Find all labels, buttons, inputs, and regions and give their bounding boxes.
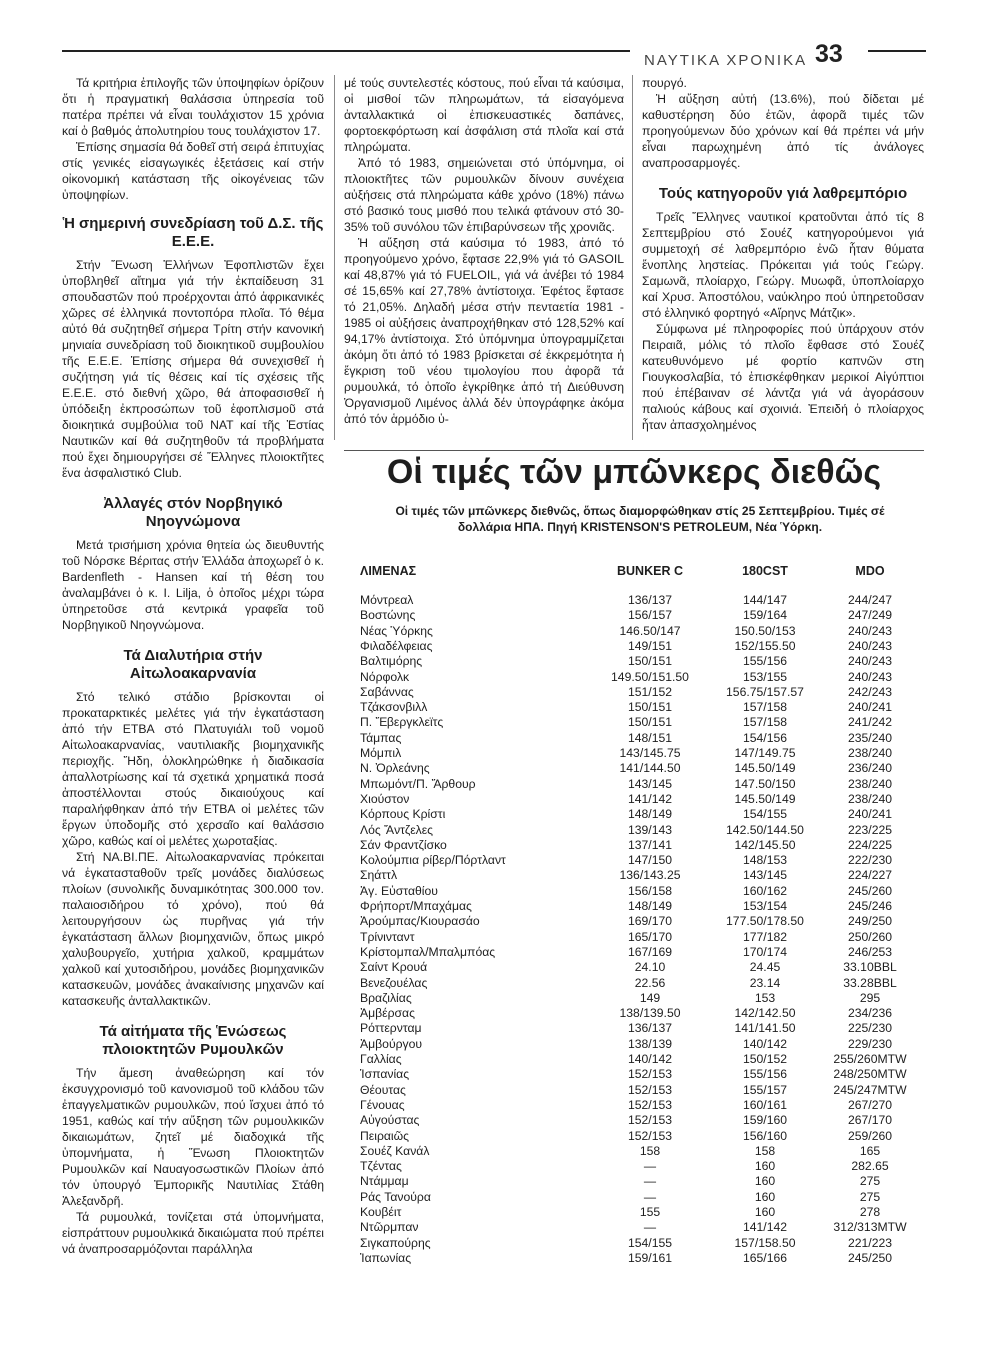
port-name: Λός Ἄντζελες (360, 822, 434, 837)
table-row (360, 1114, 924, 1127)
table-row (360, 609, 924, 622)
table-row (360, 793, 924, 806)
port-name: Μόντρεαλ (360, 593, 414, 607)
page-number: 33 (815, 40, 843, 68)
bunker-table-title: Οἱ τιμές τῶν μπῶνκερς διεθῶς (386, 453, 882, 491)
table-row (360, 869, 924, 882)
bunker-c-price: 138/139.50 (619, 1006, 681, 1021)
header-port: ΛΙΜΕΝΑΣ (360, 564, 417, 578)
table-row (360, 1022, 924, 1035)
table-top-rule (344, 450, 924, 451)
port-name: Βενεζουέλας (360, 975, 428, 990)
port-name: Ἀρούμπας/Κιουρασάο (360, 914, 480, 929)
port-name: Σιγκαπούρης (360, 1235, 431, 1250)
port-name: Τζάκσονβιλλ (360, 700, 428, 715)
mdo-price: 240/241 (847, 807, 893, 822)
intro-paragraph: Ἐπίσης σημασία θά δοθεῖ στή σειρά ἐπιτυχίας στίς γενικές εἰσαγωγικές ἐξετάσεις καί στήν οἰκονομική κατάσταση τῆς οἰκογένειας τῶν ὑποψηφίων. (62, 140, 324, 202)
mdo-price: 244/247 (847, 593, 893, 607)
table-row (360, 686, 924, 699)
table-row (360, 640, 924, 653)
mdo-price: 238/240 (847, 791, 893, 806)
bunker-c-price: 152/153 (627, 1097, 673, 1112)
table-row (360, 1068, 924, 1081)
cst-price: 158 (754, 1143, 776, 1158)
cst-price: 152/155.50 (734, 638, 796, 653)
bunker-c-price: 148/149 (627, 899, 673, 913)
port-name: Σάν Φραντζίσκο (360, 837, 447, 852)
section-heading: Τούς κατηγοροῦν γιά λαθρεμπόριο (658, 185, 908, 202)
table-row (360, 1191, 924, 1204)
cst-price: 160/161 (742, 1097, 788, 1112)
mdo-price: 240/241 (847, 700, 893, 715)
mdo-price: 234/236 (847, 1006, 893, 1021)
column-divider-1 (334, 75, 335, 440)
port-name: Ἰαπωνίας (360, 1250, 412, 1265)
mdo-price: 245/250 (847, 1250, 893, 1265)
table-row (360, 1221, 924, 1234)
column-1 (62, 75, 324, 1257)
column-3 (642, 75, 924, 433)
table-row (360, 992, 924, 1005)
cst-price: 155/157 (742, 1082, 788, 1097)
table-row (360, 808, 924, 821)
port-name: Σαβάννας (360, 684, 414, 699)
header-mdo: MDO (855, 564, 885, 578)
mdo-price: 240/243 (847, 669, 893, 684)
port-name: Ρόττερνταμ (360, 1021, 422, 1036)
cst-price: 144/147 (742, 593, 788, 607)
bunker-c-price: 154/155 (627, 1235, 673, 1250)
cst-price: 147/149.75 (734, 746, 796, 760)
port-name: Π. Ἔβεργκλεϊτς (360, 715, 444, 730)
bunker-c-price: — (643, 1220, 657, 1235)
cst-price: 157/158.50 (734, 1235, 796, 1250)
header-rule-left (62, 50, 630, 52)
table-row (360, 961, 924, 974)
bunker-c-price: 150/151 (627, 654, 673, 669)
port-name: Βαλτιμόρης (360, 654, 423, 669)
table-row (360, 1038, 924, 1051)
article-paragraph: Ἡ αὔξηση στά καύσιμα τό 1983, ἀπό τό προηγούμενο χρόνο, ἔφτασε 22,9% γιά τό GASOIL καί 48,87% γιά τό FUELOIL, γιά νά ἀνέβει τό 1984 σέ 15,65% καί 27,78% ἀντίστοιχα. Ἐφέτος ἔφτασε τό 21,05%. Δηλαδή μέσα στήν πενταετία 1981 - 1985 οἱ αὐξήσεις ἀναπροχήθηκαν στό 128,52% καί 94,17% ἀντίστοιχα. Στό ὑπόμνημα ὑπογραμμίζεται ἀκόμη ὅτι ἀπό τό 1983 βρίσκεται σέ ἐκκρεμότητα ἡ ἔγκριση τοῦ νέου τιμολογίου που ἀφορᾶ τά ρυμουλκά, τό ὁποῖο ἐγκρίθηκε ἀπό τή Διεύθυνση Ὀργανισμοῦ Λιμένος ἀλλά δέν ὑπογράφηκε ἀκόμα ἀπό τόν ἁρμόδιο ὑ- (344, 236, 624, 426)
table-row (360, 778, 924, 791)
bunker-c-price: 152/153 (627, 1128, 673, 1143)
cst-price: 24.45 (749, 960, 781, 975)
article-paragraph: Σύμφωνα μέ πληροφορίες πού ὑπάρχουν στόν Πειραιᾶ, μόλις τό πλοῖο ἔφθασε στό Σουέζ κατευθυνόμενο μέ φορτίο καπνῶν στη Γιουγκοσλαβία, τό ἐπισκέφθηκαν μερικοί Αἰγύπτιοι πού ἐπέβαιναν σέ λάντζα γιά νά ἀγοράσουν παλιούς κάβους καί σχοινιά. Ἐπειδή ὁ πλοίαρχος ἦταν ἀπασχολημένος (642, 322, 924, 432)
bunker-table-subtitle: Οἱ τιμές τῶν μπῶνκερς διεθνῶς, ὅπως διαμορφώθηκαν στίς 25 Σεπτεμβρίου. Τιμές σέ δολλάρια ΗΠΑ. Πηγή KRISTENSON'S PETROLEUM, Νέα Ὑόρκη. (395, 504, 885, 534)
bunker-c-price: 151/152 (627, 684, 673, 699)
cst-price: 150/152 (742, 1052, 788, 1066)
mdo-price: 295 (859, 990, 881, 1005)
article-paragraph: μέ τούς συντελεστές κόστους, πού εἶναι τά καύσιμα, οἱ μισθοί τῶν πληρωμάτων, τά εἰσαγόμενα ἀνταλλακτικά οἱ ἐπισκευαστικές δαπάνες, φορτοεκφόρτωση καί ἀσφάλιση στά πλοῖα καί στά πληρώματα. (344, 76, 624, 154)
table-row (360, 1252, 924, 1265)
port-name: Σαίντ Κρουά (360, 960, 428, 975)
table-row (360, 1084, 924, 1097)
bunker-c-price: 169/170 (627, 914, 673, 929)
port-name: Τζέντας (360, 1159, 402, 1174)
mdo-price: 267/170 (847, 1113, 893, 1128)
table-row (360, 747, 924, 760)
mdo-price: 33.28BBL (843, 975, 897, 990)
table-row (360, 625, 924, 638)
bunker-c-price: 136/143.25 (619, 868, 681, 883)
bunker-c-price: 24.10 (634, 960, 666, 975)
port-name: Μόμπιλ (360, 746, 402, 760)
cst-price: 142.50/144.50 (726, 822, 804, 837)
port-name: Θέουτας (360, 1082, 406, 1097)
port-name: Ἀμβούργου (360, 1036, 423, 1051)
bunker-c-price: 167/169 (627, 944, 673, 959)
publication-name: ΝΑΥΤΙΚΑ ΧΡΟΝΙΚΑ (644, 52, 808, 69)
bunker-c-price: 156/158 (627, 883, 673, 898)
port-name: Αὐγούστας (360, 1113, 420, 1128)
mdo-price: 275 (859, 1174, 881, 1189)
bunker-c-price: 152/153 (627, 1082, 673, 1097)
port-name: Σουέζ Κανάλ (360, 1143, 430, 1158)
mdo-price: 250/260 (847, 929, 893, 944)
port-name: Νέας Ὑόρκης (360, 623, 433, 638)
table-row (360, 1053, 924, 1066)
article-paragraph: Ἡ αὔξηση αὐτή (13.6%), πού δίδεται μέ καθυστέρηση δύο ἐτῶν, ἀφορᾶ τιμές τῶν προηγούμενων δύο χρόνων καί θά πρέπει νά μήν εἶναι παρωχημένη ἀπό τίς ἀνάλογες αναπροσαρμογές. (642, 92, 924, 170)
mdo-price: 165 (859, 1143, 881, 1158)
bunker-c-price: 149.50/151.50 (611, 669, 689, 684)
table-row (360, 762, 924, 775)
bunker-c-price: 158 (639, 1143, 661, 1158)
cst-price: 157/158 (742, 700, 788, 715)
port-name: Χιούστον (360, 791, 410, 806)
port-name: Βοστώνης (360, 608, 416, 623)
port-name: Κόρπους Κρίστι (360, 807, 446, 822)
table-row (360, 1160, 924, 1173)
mdo-price: 235/240 (847, 730, 893, 745)
port-name: Ν. Ὀρλεάνης (360, 761, 430, 776)
cst-price: 156/160 (742, 1128, 788, 1143)
table-row (360, 716, 924, 729)
port-name: Νόρφολκ (360, 669, 410, 684)
bunker-c-price: 136/137 (627, 1021, 673, 1036)
section-heading: Τά αἰτήματα τῆς Ἑνώσεως πλοιοκτητῶν Ρυμουλκῶν (99, 1023, 287, 1058)
port-name: Ράς Τανούρα (360, 1189, 431, 1204)
bunker-c-price: 146.50/147 (619, 623, 681, 638)
bunker-c-price: 138/139 (627, 1036, 673, 1051)
mdo-price: 267/270 (847, 1097, 893, 1112)
header-bunker-c: BUNKER C (617, 564, 683, 578)
bunker-c-price: 155 (639, 1205, 661, 1219)
mdo-price: 242/243 (847, 684, 893, 699)
table-row (360, 885, 924, 898)
bunker-c-price: 140/142 (627, 1052, 673, 1066)
port-name: Ἱσπανίας (360, 1067, 410, 1082)
mdo-price: 259/260 (847, 1128, 893, 1143)
port-name: Πειραιῶς (360, 1128, 410, 1143)
table-row (360, 594, 924, 607)
table-row (360, 854, 924, 867)
bunker-c-price: 149/151 (627, 638, 673, 653)
cst-price: 154/155 (742, 807, 788, 822)
cst-price: 160 (754, 1159, 776, 1174)
bunker-c-price: — (643, 1189, 657, 1204)
port-name: Φιλαδέλφειας (360, 638, 433, 653)
port-name: Μπωμόντ/Π. Ἄρθουρ (360, 776, 476, 791)
mdo-price: 255/260MTW (833, 1052, 907, 1066)
header-rule-right (868, 50, 926, 52)
cst-price: 147.50/150 (734, 776, 796, 791)
port-name: Κουβέιτ (360, 1205, 402, 1219)
bunker-c-price: 143/145.75 (619, 746, 681, 760)
port-name: Τρίνινταντ (360, 929, 415, 944)
mdo-price: 225/230 (847, 1021, 893, 1036)
mdo-price: 236/240 (847, 761, 893, 776)
intro-paragraph: Τά κριτήρια ἐπιλογῆς τῶν ὑποψηφίων ὁρίζουν ὅτι ἡ πραγματική θαλάσσια ὑπηρεσία τοῦ πατέρα πρέπει νά εἶναι τουλάχιστον 15 χρόνια καί ὁ βαθμός ἀπολυτηρίου τους τουλάχιστον 17. (62, 76, 324, 138)
table-row (360, 1007, 924, 1020)
bunker-c-price: 22.56 (634, 975, 666, 990)
cst-price: 159/164 (742, 608, 788, 623)
port-name: Ντῶρμπαν (360, 1220, 419, 1235)
cst-price: 160 (754, 1174, 776, 1189)
article-paragraph: Στή ΝΑ.ΒΙ.ΠΕ. Αἰτωλοακαρνανίας πρόκειται νά ἐγκατασταθοῦν τρεῖς μονάδες διαλύσεως πλοίων (συνολικῆς δυναμικότητας 300.000 τον. παλαιοσιδήρου τό χρόνο), πού θά λειτουργήσουν ὡς πυρῆνας γιά τήν ἐγκατάσταση ἄλλων βιομηχανιῶν, ὅπως μικρό χαλυβουργεῖο, χυτήρια χαλκοῦ, κραμμάτων χαλκοῦ καί χυτοσιδήρου, μονάδες βιομηχανικῶν κατασκευῶν, μονάδες ἀνακαίνισης μηχανῶν καί κατασκευῆς ἀνταλλακτικῶν. (62, 850, 324, 1008)
table-row (360, 839, 924, 852)
cst-price: 153 (754, 990, 776, 1005)
cst-price: 145.50/149 (734, 791, 796, 806)
mdo-price: 238/240 (847, 776, 893, 791)
mdo-price: 238/240 (847, 746, 893, 760)
port-name: Ἀμβέρσας (360, 1006, 415, 1021)
bunker-c-price: 136/137 (627, 593, 673, 607)
bunker-c-price: — (643, 1174, 657, 1189)
table-row (360, 1237, 924, 1250)
cst-price: 23.14 (749, 975, 781, 990)
table-row (360, 671, 924, 684)
port-name: Τάμπας (360, 730, 402, 745)
table-row (360, 701, 924, 714)
article-paragraph: Ἀπό τό 1983, σημειώνεται στό ὑπόμνημα, οἱ πλοιοκτῆτες τῶν ρυμουλκῶν δίνουν συνέχεια αὐξήσεις στά πληρώματα κάθε χρόνο (18%) πάνω στό βασικό τους μισθό που τελικά φτάνουν στό 30-35% τοῦ συνόλου τῶν ἐπιβαρύνσεων τῆς χρονιᾶς. (344, 156, 624, 234)
port-name: Κρίστομπαλ/Μπαλμπόας (360, 944, 496, 959)
bunker-c-price: 159/161 (627, 1250, 673, 1265)
mdo-price: 240/243 (847, 654, 893, 669)
mdo-price: 224/225 (847, 837, 893, 852)
mdo-price: 246/253 (847, 944, 893, 959)
cst-price: 143/145 (742, 868, 788, 883)
mdo-price: 249/250 (847, 914, 893, 929)
mdo-price: 248/250MTW (833, 1067, 907, 1082)
bunker-c-price: 148/149 (627, 807, 673, 822)
bunker-c-price: 149 (639, 990, 661, 1005)
bunker-c-price: 152/153 (627, 1113, 673, 1128)
mdo-price: 224/227 (847, 868, 893, 883)
table-row (360, 900, 924, 913)
mdo-price: 282.65 (851, 1159, 889, 1174)
cst-price: 150.50/153 (734, 623, 796, 638)
cst-price: 177/182 (742, 929, 788, 944)
cst-price: 148/153 (742, 853, 788, 868)
port-name: Γένουας (360, 1097, 405, 1112)
cst-price: 159/160 (742, 1113, 788, 1128)
table-row (360, 824, 924, 837)
cst-price: 156.75/157.57 (726, 684, 804, 699)
port-name: Ντάμμαμ (360, 1174, 409, 1189)
cst-price: 160 (754, 1189, 776, 1204)
cst-price: 141/141.50 (734, 1021, 796, 1036)
cst-price: 153/154 (742, 899, 788, 913)
mdo-price: 240/243 (847, 623, 893, 638)
port-name: Ἁγ. Εὐσταθίου (360, 883, 438, 898)
cst-price: 142/142.50 (734, 1006, 796, 1021)
port-name: Φρήπορτ/Μπαχάμας (360, 899, 472, 913)
cst-price: 153/155 (742, 669, 788, 684)
port-name: Γαλλίας (360, 1052, 402, 1066)
bunker-c-price: — (643, 1159, 657, 1174)
bunker-c-price: 137/141 (627, 837, 673, 852)
table-row (360, 946, 924, 959)
port-name: Σηάττλ (360, 868, 398, 883)
table-row (360, 977, 924, 990)
bunker-c-price: 141/144.50 (619, 761, 681, 776)
cst-price: 160 (754, 1205, 776, 1219)
table-row (360, 915, 924, 928)
cst-price: 155/156 (742, 1067, 788, 1082)
mdo-price: 241/242 (847, 715, 893, 730)
bunker-c-price: 150/151 (627, 700, 673, 715)
mdo-price: 229/230 (847, 1036, 893, 1051)
section-heading: Ἡ σημερινή συνεδρίαση τοῦ Δ.Σ. τῆς Ε.Ε.Ε. (62, 215, 324, 250)
mdo-price: 223/225 (847, 822, 893, 837)
mdo-price: 312/313MTW (833, 1220, 907, 1235)
mdo-price: 245/246 (847, 899, 893, 913)
mdo-price: 278 (859, 1205, 881, 1219)
bunker-c-price: 141/142 (627, 791, 673, 806)
article-paragraph: Μετά τρισήμιση χρόνια θητεία ὡς διευθυντής τοῦ Νόρσκε Βέριτας στήν Ἑλλάδα ἀποχωρεῖ ὁ κ. Bardenfleth - Hansen καί τή θέση του ἀναλαμβάνει ὁ κ. I. Lilja, ὁ ὁποῖος μέχρι τώρα ὑπηρετοῦσε στά κεντρικά γραφεῖα τοῦ Νορβηγικοῦ Νηογνώμονα. (62, 538, 324, 632)
cst-price: 177.50/178.50 (726, 914, 804, 929)
bunker-c-price: 150/151 (627, 715, 673, 730)
article-paragraph: Τρεῖς Ἕλληνες ναυτικοί κρατοῦνται ἀπό τίς 8 Σεπτεμβρίου στό Σουέζ κατηγορούμενοι γιά συμμετοχή σέ λαθρεμπόριο ἐνῶ ἦταν θύματα ἔνοπλης ληστείας. Πρόκειται γιά τούς Γεώργ. Σαμωνᾶ, πλοίαρχο, Γεώργ. Μυωφᾶ, ὑποπλοίαρχο καί Χρυσ. Ἀποστόλου, ναύκληρο πού ὑπηρετοῦσαν στό ἑλληνικό φορτηγό «Αἴρηνς Μάτζικ». (642, 210, 924, 320)
table-row (360, 655, 924, 668)
cst-price: 142/145.50 (734, 837, 796, 852)
header-180cst: 180CST (742, 564, 788, 578)
section-heading: Ἀλλαγές στόν Νορβηγικό Νηογνώμονα (103, 495, 283, 530)
table-row (360, 1206, 924, 1219)
column-2 (344, 75, 624, 427)
article-paragraph: Στήν Ἕνωση Ἑλλήνων Ἐφοπλιστῶν ἔχει ὑποβληθεῖ αἴτημα γιά τήν ἐκπαίδευση 31 σπουδαστῶν πού προέρχονται ἀπό ἀφρικανικές χῶρες σέ ἑλληνικά ποντοπόρα πλοῖα. Τό θέμα αὐτό θά συζητηθεῖ σήμερα Τρίτη στήν κανονική μηνιαία συνεδρίαση τοῦ διοικητικοῦ συμβουλίου τῆς Ε.Ε.Ε. Ἐπίσης σήμερα θά συνεχισθεῖ ἡ συζήτηση γιά τίς θέσεις καί τίς σχέσεις τῆς Ε.Ε.Ε. στό διεθνή χῶρο, θά ἀποφασισθεῖ ἡ ὑπόδειξη ἐκπροσώπων τοῦ ἐφοπλισμοῦ στά διοικητικά συμβούλια τοῦ ΝΑΤ καί τῆς Ἑστίας Ναυτικῶν καί θά συζητηθοῦν τά προβλήματα πού ἔχει δημιουργήσει σέ Ἕλληνες πλοιοκτῆτες ἕνα ἀσφαλιστικό Club. (62, 258, 324, 480)
cst-price: 154/156 (742, 730, 788, 745)
table-row (360, 931, 924, 944)
cst-price: 160/162 (742, 883, 788, 898)
cst-price: 170/174 (742, 944, 788, 959)
port-name: Κολούμπια ρίβερ/Πόρτλαντ (360, 853, 506, 868)
mdo-price: 275 (859, 1189, 881, 1204)
mdo-price: 247/249 (847, 608, 893, 623)
mdo-price: 221/223 (847, 1235, 893, 1250)
cst-price: 155/156 (742, 654, 788, 669)
cst-price: 140/142 (742, 1036, 788, 1051)
mdo-price: 222/230 (847, 853, 893, 868)
bunker-c-price: 147/150 (627, 853, 673, 868)
bunker-c-price: 143/145 (627, 776, 673, 791)
mdo-price: 33.10BBL (843, 960, 897, 975)
table-row (360, 1145, 924, 1158)
table-row (360, 732, 924, 745)
article-paragraph: Στό τελικό στάδιο βρίσκονται οἱ προκαταρκτικές μελέτες γιά τήν ἐγκατάσταση ἀπό τήν ΕΤΒΑ στό Πλατυγιάλι τοῦ νομοῦ Αἰτωλοακαρνανίας, ναυτιλιακῆς βιομηχανικῆς περιοχῆς. Ἤδη, ὁλοκληρώθηκε ἡ διαδικασία ἀπαλλοτρίωσης καί τά σχετικά χρηματικά ποσά ἀποστέλλονται στούς δικαιούχους καί παραλήφθηκαν ἀπό τήν ΕΤΒΑ οἱ μελέτες τῶν ἔργων ὑποδομῆς στό χερσαῖο καί θαλάσσιο χῶρο, καθώς καί οἱ μελέτες χωροταξίας. (62, 690, 324, 848)
article-paragraph: Τά ρυμουλκά, τονίζεται στά ὑπομνήματα, εἰσπράττουν ρυμουλκικά δικαιώματα πού πρέπει νά ἀναπροσαρμόζονται παράλληλα (62, 1210, 325, 1256)
bunker-c-price: 152/153 (627, 1067, 673, 1082)
mdo-price: 245/247MTW (833, 1082, 907, 1097)
bunker-c-price: 156/157 (627, 608, 673, 623)
cst-price: 145.50/149 (734, 761, 796, 776)
cst-price: 157/158 (742, 715, 788, 730)
cst-price: 165/166 (742, 1250, 788, 1265)
article-paragraph: πουργό. (642, 76, 687, 90)
mdo-price: 245/260 (847, 883, 893, 898)
mdo-price: 240/243 (847, 638, 893, 653)
table-row (360, 1130, 924, 1143)
bunker-c-price: 139/143 (627, 822, 673, 837)
bunker-c-price: 148/151 (627, 730, 673, 745)
table-row (360, 1175, 924, 1188)
table-row (360, 1099, 924, 1112)
section-heading: Τά Διαλυτήρια στήν Αἰτωλοακαρνανία (123, 647, 263, 682)
bunker-c-price: 165/170 (627, 929, 673, 944)
cst-price: 141/142 (742, 1220, 788, 1235)
article-paragraph: Τήν ἄμεση ἀναθεώρηση καί τόν ἐκσυγχρονισμό τοῦ κανονισμοῦ τοῦ κλάδου τῶν ἐπαγγελματικῶν ρυμουλκῶν, πού ἴσχυει ἀπό τό 1951, καθώς καί τήν αὔξηση τῶν ρυμουλκικῶν δικαιωμάτων, ζητεῖ μέ διαδοχικά τῆς ὑπομνήματα, ἡ Ἕνωση Πλοιοκτητῶν Ρυμουλκῶν καί Ναυαγοσωστικῶν Πλοίων ἀπό τόν ὑπουργό Ἐμπορικῆς Ναυτιλίας Στάθη Ἀλεξανδρῆ. (62, 1066, 324, 1208)
column-divider-2 (632, 75, 633, 440)
port-name: Βραζιλίας (360, 990, 412, 1005)
